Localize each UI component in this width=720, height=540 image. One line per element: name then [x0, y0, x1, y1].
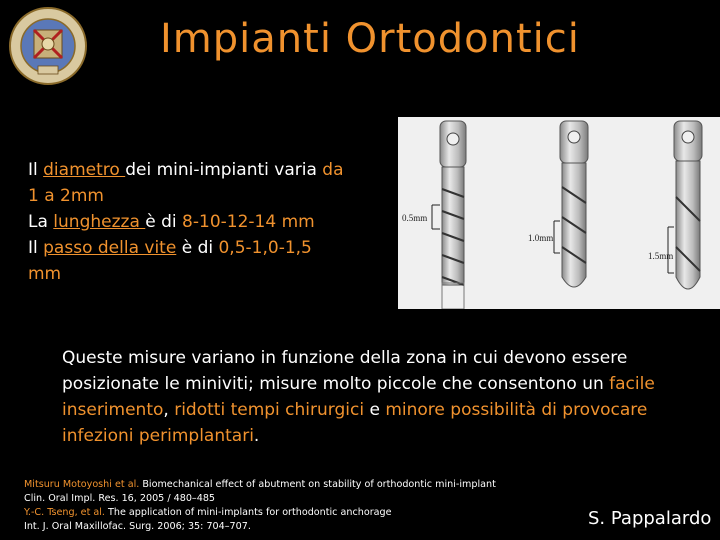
reference-title: The application of mini-implants for orthodontic anchorage: [104, 507, 392, 518]
explanation-paragraph: [62, 345, 720, 449]
specs-text: è di: [176, 238, 219, 258]
specs-value: da: [322, 160, 344, 180]
specs-text: è di: [145, 212, 183, 232]
specs-text: Il: [28, 238, 44, 258]
para-line-3: [62, 397, 720, 423]
specs-line-2: 1 a 2mm: [28, 186, 104, 206]
slide-title: Impianti Ortodontici: [160, 16, 580, 62]
para-highlight: minore possibilità di provocare: [385, 400, 648, 420]
reference-1-source: Clin. Oral Impl. Res. 16, 2005 / 480–485: [24, 493, 216, 504]
para-text: e: [364, 400, 386, 420]
specs-text: dei mini-impianti varia: [125, 160, 323, 180]
specs-line-3: [28, 209, 400, 235]
pitch-label-2: 1.0mm: [528, 233, 554, 243]
pitch-label-1: 0.5mm: [402, 213, 428, 223]
implant-3: [674, 121, 702, 289]
reference-authors: Mitsuru Motoyoshi et al.: [24, 479, 140, 490]
implant-specs: [28, 157, 400, 287]
mini-implant-diagram: [398, 117, 720, 309]
university-seal-icon: [8, 6, 88, 86]
para-line-4: [62, 423, 720, 449]
specs-line-4: [28, 235, 400, 261]
para-line-2: [62, 371, 720, 397]
implant-2: [560, 121, 588, 287]
references: [24, 478, 496, 534]
passo-term: passo della vite: [43, 238, 177, 258]
specs-line-1: [28, 157, 400, 183]
para-text: ,: [163, 400, 175, 420]
para-text: posizionate le miniviti; misure molto piccole che consentono un: [62, 374, 610, 394]
para-highlight: ridotti tempi chirurgici: [174, 400, 365, 420]
specs-text: La: [28, 212, 54, 232]
specs-text: Il: [28, 160, 44, 180]
reference-authors: Y.-C. Tseng, et al.: [24, 507, 105, 518]
para-highlight: infezioni perimplantari: [62, 426, 254, 446]
para-line-1: Queste misure variano in funzione della zona in cui devono essere: [62, 348, 628, 368]
specs-value: 0,5-1,0-1,5: [218, 238, 312, 258]
author-name: S. Pappalardo: [588, 508, 712, 529]
specs-line-5: mm: [28, 264, 62, 284]
reference-2: [24, 506, 496, 520]
reference-title: Biomechanical effect of abutment on stability of orthodontic mini-implant: [139, 479, 496, 490]
diametro-term: diametro: [43, 160, 126, 180]
implant-1: [440, 121, 466, 309]
para-highlight: facile: [609, 374, 655, 394]
reference-1: [24, 478, 496, 492]
pitch-label-3: 1.5mm: [648, 251, 674, 261]
lunghezza-term: lunghezza: [53, 212, 146, 232]
para-highlight: inserimento: [62, 400, 164, 420]
specs-value: 8-10-12-14 mm: [182, 212, 315, 232]
reference-2-source: Int. J. Oral Maxillofac. Surg. 2006; 35: 704–707.: [24, 521, 251, 532]
para-text: .: [253, 426, 260, 446]
